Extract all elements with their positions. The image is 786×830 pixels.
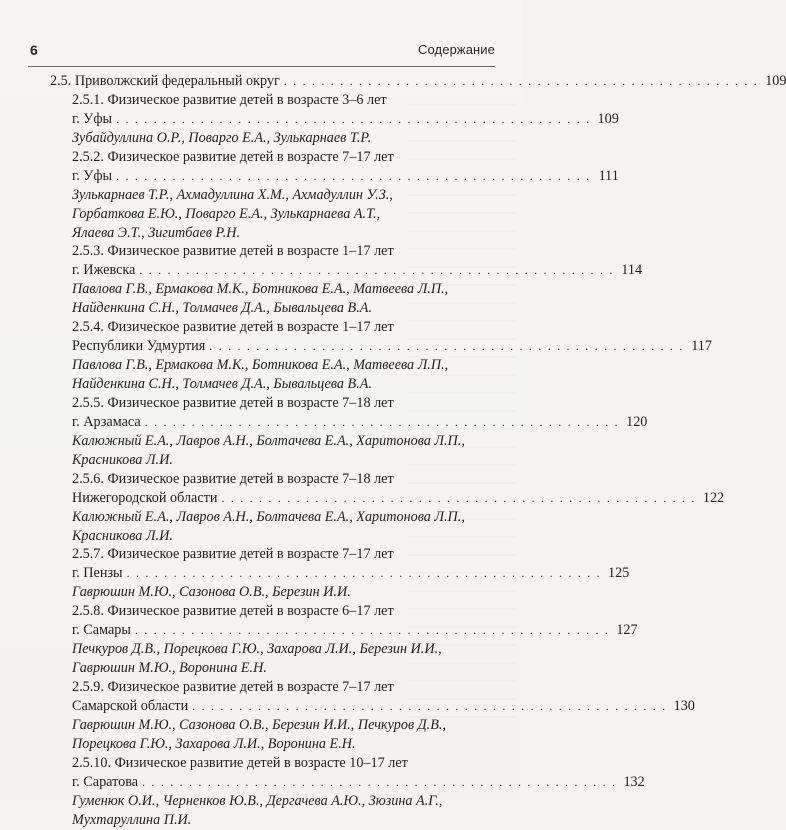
toc-authors-line: Красникова Л.И. [72, 527, 173, 544]
toc-row [50, 621, 638, 640]
toc-authors-line: Порецкова Г.Ю., Захарова Л.И., Воронина Е.Н. [72, 735, 356, 752]
toc-subsection-title: 2.5.2. Физическое развитие детей в возрасте 7–17 лет [72, 148, 394, 165]
toc-dot-leader: . . . . . . . . . . . . . . . . . . . . . . . . . . . . . . . . . . . . . . . . . . . . . . . . . . . [283, 74, 759, 88]
toc-dot-leader: . . . . . . . . . . . . . . . . . . . . . . . . . . . . . . . . . . . . . . . . . . . . . . . . . . . [139, 263, 615, 278]
toc-authors-line: Ялаева Э.Т., Зигитбаев Р.Н. [72, 224, 241, 241]
page-number: 6 [30, 42, 38, 58]
toc-entry-text: г. Самары [72, 622, 131, 639]
toc-dot-leader: . . . . . . . . . . . . . . . . . . . . . . . . . . . . . . . . . . . . . . . . . . . . . . . . . . . [134, 623, 610, 638]
toc-subsection-title: 2.5.5. Физическое развитие детей в возрасте 7–18 лет [72, 394, 394, 411]
toc-dot-leader: . . . . . . . . . . . . . . . . . . . . . . . . . . . . . . . . . . . . . . . . . . . . . . . . . . . [142, 774, 617, 789]
toc-authors-line: Найденкина С.Н., Толмачев Д.А., Бывальцева В.А. [72, 300, 372, 317]
toc-page-ref: 109 [597, 110, 619, 127]
toc-dot-leader: . . . . . . . . . . . . . . . . . . . . . . . . . . . . . . . . . . . . . . . . . . . . . . . . . . . [209, 339, 684, 354]
toc-authors-line: Гаврюшин М.Ю., Сазонова О.В., Березин И.И. [72, 584, 351, 601]
toc-authors-line: Гаврюшин М.Ю., Воронина Е.Н. [72, 660, 267, 677]
toc-authors-line: Калюжный Е.А., Лавров А.Н., Болтачева Е.А., Харитонова Л.П., [72, 508, 465, 525]
toc-entry-text: г. Пензы [72, 565, 123, 582]
toc-dot-leader: . . . . . . . . . . . . . . . . . . . . . . . . . . . . . . . . . . . . . . . . . . . . . . . . . . . [144, 414, 620, 429]
toc-subsection-title: 2.5.1. Физическое развитие детей в возрасте 3–6 лет [72, 91, 387, 108]
toc-entry-text: г. Ижевска [72, 262, 136, 279]
toc-authors-line: Печкуров Д.В., Порецкова Г.Ю., Захарова Л.И., Березин И.И., [72, 641, 442, 658]
toc-row [50, 261, 643, 280]
toc-authors-line: Зубайдуллина О.Р., Поварго Е.А., Зулькарнаев Т.Р. [72, 129, 372, 146]
toc-page-ref: 122 [702, 489, 725, 506]
toc-row [50, 697, 695, 716]
toc-authors-line: Красникова Л.И. [72, 451, 173, 468]
toc-page-ref: 114 [621, 262, 643, 279]
toc-authors-line: Калюжный Е.А., Лавров А.Н., Болтачева Е.А., Харитонова Л.П., [72, 432, 465, 449]
toc-dot-leader: . . . . . . . . . . . . . . . . . . . . . . . . . . . . . . . . . . . . . . . . . . . . . . . . . . . [221, 490, 697, 505]
toc-row [50, 773, 645, 792]
toc-subsection-title: 2.5.10. Физическое развитие детей в возрасте 10–17 лет [72, 754, 408, 771]
toc-dot-leader: . . . . . . . . . . . . . . . . . . . . . . . . . . . . . . . . . . . . . . . . . . . . . . . . . . . [116, 168, 591, 183]
toc-dot-leader: . . . . . . . . . . . . . . . . . . . . . . . . . . . . . . . . . . . . . . . . . . . . . . . . . . . [192, 698, 667, 713]
toc-row [50, 413, 648, 432]
toc-authors-line: Гаврюшин М.Ю., Сазонова О.В., Березин И.И., Печкуров Д.В., [72, 716, 446, 733]
toc-subsection-title: 2.5.9. Физическое развитие детей в возрасте 7–17 лет [72, 679, 394, 695]
toc-authors-line: Горбаткова Е.Ю., Поварго Е.А., Зулькарнаева А.Т., [72, 205, 381, 222]
section-label: Содержание [418, 42, 495, 57]
header-rule [28, 66, 495, 67]
toc-entry-text: 2.5. Приволжский федеральный округ [50, 73, 280, 89]
toc-row [50, 337, 712, 356]
toc-page-ref: 120 [626, 413, 648, 430]
toc-subsection-title: 2.5.3. Физическое развитие детей в возрасте 1–17 лет [72, 243, 394, 260]
toc-entry-text: Самарской области [72, 697, 189, 714]
toc-row [50, 110, 619, 129]
toc-entry-text: г. Саратова [72, 773, 139, 790]
toc-entry-text: Нижегородской области [72, 489, 218, 506]
toc-page-ref: 111 [598, 167, 619, 184]
page-header [28, 30, 495, 60]
toc-page-ref: 125 [608, 565, 630, 582]
toc-row [50, 167, 619, 186]
toc-entry-text: Республики Удмуртия [72, 338, 206, 355]
toc-entry-text: г. Арзамаса [72, 413, 141, 430]
toc-row [50, 72, 786, 91]
table-of-contents [50, 72, 786, 830]
toc-page-ref: 130 [673, 697, 695, 714]
toc-subsection-title: 2.5.7. Физическое развитие детей в возрасте 7–17 лет [72, 546, 394, 563]
toc-authors-line: Павлова Г.В., Ермакова М.К., Ботникова Е.А., Матвеева Л.П., [72, 281, 449, 298]
toc-entry-text: г. Уфы [72, 167, 113, 184]
toc-authors-line: Гуменюк О.И., Черненков Ю.В., Дергачева А.Ю., Зюзина А.Г., [72, 792, 443, 809]
toc-page-ref: 132 [623, 773, 645, 790]
toc-page-ref: 109 [765, 73, 786, 89]
toc-dot-leader: . . . . . . . . . . . . . . . . . . . . . . . . . . . . . . . . . . . . . . . . . . . . . . . . . . . [126, 566, 602, 581]
toc-page-ref: 117 [691, 338, 712, 355]
toc-row [50, 564, 630, 583]
toc-page-ref: 127 [616, 622, 638, 639]
toc-row [50, 489, 725, 508]
toc-authors-line: Павлова Г.В., Ермакова М.К., Ботникова Е.А., Матвеева Л.П., [72, 357, 449, 374]
toc-authors-line: Мухтаруллина П.И. [72, 811, 192, 828]
toc-subsection-title: 2.5.8. Физическое развитие детей в возрасте 6–17 лет [72, 603, 394, 620]
toc-dot-leader: . . . . . . . . . . . . . . . . . . . . . . . . . . . . . . . . . . . . . . . . . . . . . . . . . . . [116, 111, 591, 126]
toc-entry-text: г. Уфы [72, 110, 113, 127]
toc-subsection-title: 2.5.4. Физическое развитие детей в возрасте 1–17 лет [72, 319, 394, 336]
toc-authors-line: Найденкина С.Н., Толмачев Д.А., Бывальцева В.А. [72, 376, 372, 392]
toc-subsection-title: 2.5.6. Физическое развитие детей в возрасте 7–18 лет [72, 470, 394, 487]
toc-authors-line: Зулькарнаев Т.Р., Ахмадуллина Х.М., Ахмадуллин У.З., [72, 186, 393, 203]
